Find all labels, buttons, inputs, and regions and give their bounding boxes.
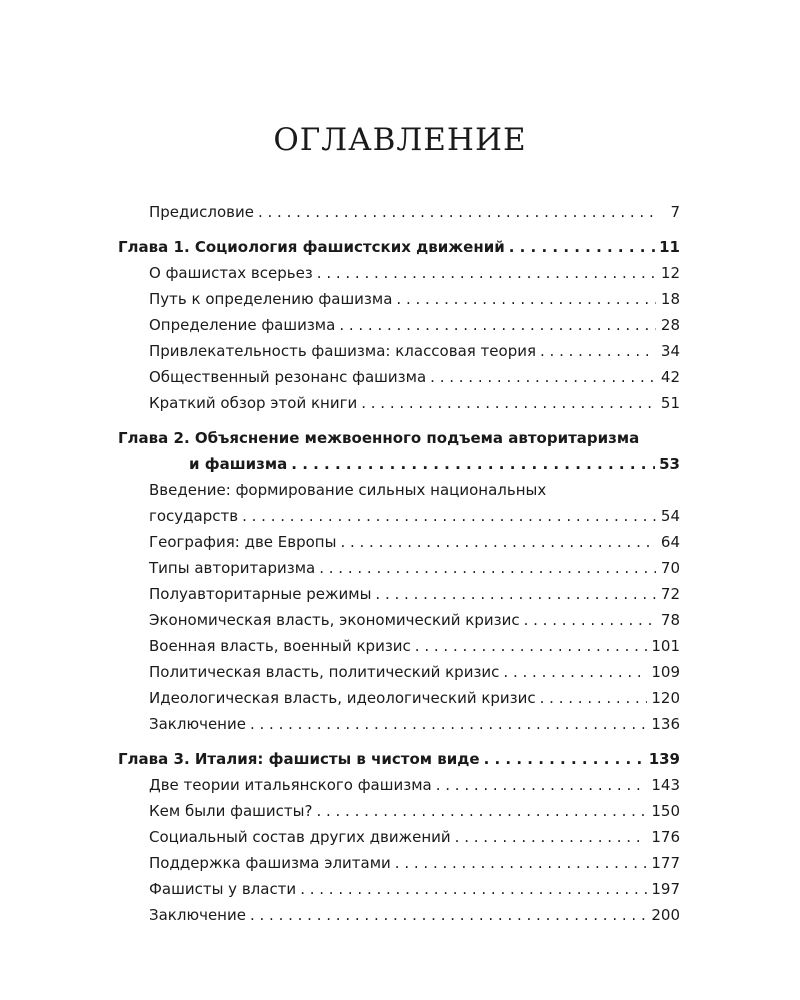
toc-chapter-page: 53 [659,455,680,473]
dot-leader [339,312,656,338]
page-title: ОГЛАВЛЕНИЕ [273,122,527,158]
dot-leader [250,902,647,928]
toc-entry-label: Путь к определению фашизма [149,290,393,308]
toc-entry-page: 197 [651,880,680,898]
toc-entry-label: Экономическая власть, экономический кризис [149,611,520,629]
toc-entry [118,902,680,928]
toc-entry [118,477,680,529]
toc-entry [118,286,680,312]
toc-entry-page: 109 [651,663,680,681]
toc-entry-label: Поддержка фашизма элитами [149,854,391,872]
toc-entry [118,711,680,737]
toc-entry-label: Идеологическая власть, идеологический кризис [149,689,536,707]
toc-chapter-page: 11 [659,238,680,256]
toc-entry [118,772,680,798]
toc-entry [118,850,680,876]
toc-entry-label: О фашистах всерьез [149,264,313,282]
toc-entry-label: Заключение [149,715,246,733]
table-of-contents [118,199,680,928]
toc-entry-label: Типы авторитаризма [149,559,316,577]
dot-leader [430,364,656,390]
toc-entry [118,607,680,633]
toc-entry [118,824,680,850]
toc-entry-label: География: две Европы [149,533,337,551]
toc-entry [118,581,680,607]
toc-entry-page: 34 [660,342,680,360]
dot-leader [300,876,647,902]
toc-entry [118,260,680,286]
toc-entry-page: 18 [660,290,680,308]
toc-chapter [118,425,680,477]
dot-leader [484,746,645,772]
toc-entry-page: 78 [660,611,680,629]
toc-entry-label: Определение фашизма [149,316,336,334]
toc-entry-label: Краткий обзор этой книги [149,394,358,412]
toc-entry-label: Политическая власть, политический кризис [149,663,500,681]
dot-leader [455,824,648,850]
toc-entry-page: 12 [660,264,680,282]
toc-entry-label: Общественный резонанс фашизма [149,368,427,386]
toc-entry-page: 54 [660,507,680,525]
toc-entry [118,338,680,364]
toc-entry-label: Полуавторитарные режимы [149,585,372,603]
toc-entry-page: 64 [660,533,680,551]
toc-entry-page: 101 [651,637,680,655]
toc-entry [118,633,680,659]
toc-entry-page: 177 [651,854,680,872]
toc-entry-label: Заключение [149,906,246,924]
toc-entry-label: Кем были фашисты? [149,802,313,820]
toc-entry-page: 51 [660,394,680,412]
toc-entry [118,364,680,390]
toc-entry [118,876,680,902]
toc-chapter [118,234,680,260]
toc-entry-page: 28 [660,316,680,334]
toc-chapter-label-line1: Глава 2. Объяснение межвоенного подъема авторитаризма [118,429,640,447]
toc-entry-page: 136 [651,715,680,733]
toc-entry-label: Военная власть, военный кризис [149,637,411,655]
dot-leader [316,798,647,824]
toc-entry-label-line1: Введение: формирование сильных национальных [149,481,547,499]
toc-entry [118,798,680,824]
toc-chapter-label: и фашизма [189,455,288,473]
dot-leader [415,633,648,659]
dot-leader [340,529,656,555]
toc-entry-page: 72 [660,585,680,603]
toc-chapter-label: Глава 1. Социология фашистских движений [118,238,505,256]
toc-entry [118,199,680,225]
toc-entry-label: Две теории итальянского фашизма [149,776,432,794]
dot-leader [509,234,655,260]
dot-leader [396,286,656,312]
dot-leader [395,850,648,876]
toc-chapter-label: Глава 3. Италия: фашисты в чистом виде [118,750,480,768]
toc-entry-page: 176 [651,828,680,846]
toc-entry [118,390,680,416]
dot-leader [250,711,647,737]
toc-entry-label: Фашисты у власти [149,880,297,898]
dot-leader [436,772,648,798]
dot-leader [375,581,656,607]
dot-leader [540,685,648,711]
dot-leader [524,607,656,633]
toc-entry-label: Социальный состав других движений [149,828,451,846]
toc-entry-page: 200 [651,906,680,924]
toc-entry [118,529,680,555]
toc-entry-page: 7 [670,203,680,221]
toc-entry-page: 42 [660,368,680,386]
toc-entry-page: 143 [651,776,680,794]
toc-chapter-page: 139 [648,750,680,768]
dot-leader [317,260,656,286]
toc-entry [118,312,680,338]
toc-entry-label: государств [149,507,239,525]
toc-entry [118,555,680,581]
toc-entry-page: 70 [660,559,680,577]
dot-leader [503,659,647,685]
dot-leader [361,390,656,416]
dot-leader [291,451,655,477]
toc-chapter [118,746,680,772]
toc-entry-label: Привлекательность фашизма: классовая теория [149,342,536,360]
toc-entry-page: 120 [651,689,680,707]
toc-entry-label: Предисловие [149,203,254,221]
toc-entry [118,659,680,685]
dot-leader [540,338,656,364]
toc-entry-page: 150 [651,802,680,820]
toc-entry [118,685,680,711]
dot-leader [242,503,656,529]
dot-leader [319,555,656,581]
dot-leader [258,199,656,225]
